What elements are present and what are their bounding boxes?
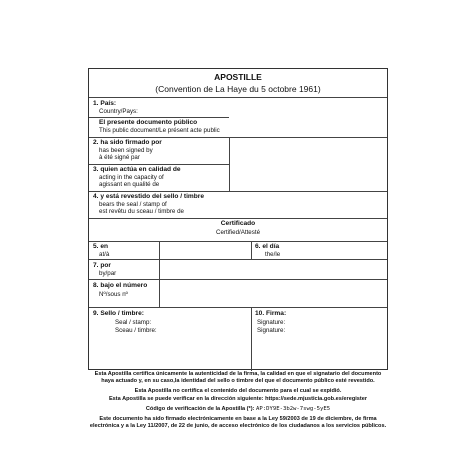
verification-code: AP:DY9E-3b2w-7swg-5yE5	[256, 406, 331, 412]
divider	[89, 117, 229, 118]
divider	[89, 164, 229, 165]
public-document-label: El presente documento público	[99, 119, 198, 126]
divider	[89, 307, 387, 308]
divider	[159, 259, 160, 279]
divider	[89, 241, 387, 242]
field-6-label: 6. el día	[255, 243, 280, 250]
footer-line: Esta Apostilla se puede verificar en la dirección siguiente: https://sede.mjusticia.gob.es/eregister	[108, 396, 368, 402]
field-1-sublabel: Country/Pays:	[99, 108, 138, 115]
field-3-label: 3. quien actúa en calidad de	[93, 166, 181, 173]
field-8-label: 8. bajo el número	[93, 282, 148, 289]
divider	[89, 137, 387, 138]
footer-line: electrónica y a la Ley 11/2007, de 22 de junio, de acceso electrónico de los ciudadanos a los servicios públicos.	[89, 423, 387, 429]
divider	[251, 241, 252, 259]
divider	[89, 191, 387, 192]
field-7-label: 7. por	[93, 262, 111, 269]
field-4-sublabel: bears the seal / stamp of	[99, 201, 167, 208]
divider	[159, 279, 160, 307]
field-1-label: 1. País:	[93, 100, 117, 107]
form-title: APOSTILLE	[214, 72, 262, 82]
field-8-sublabel: Nº/sous nº	[99, 291, 128, 298]
field-9-sublabel: Seal / stamp:	[115, 319, 152, 326]
verification-code-line	[78, 407, 398, 413]
apostille-form	[88, 68, 388, 370]
form-subtitle: (Convention de La Haye du 5 octobre 1961)	[155, 84, 321, 94]
certified-label: Certificado	[220, 220, 256, 227]
divider	[229, 137, 230, 191]
divider	[89, 279, 387, 280]
divider	[251, 307, 252, 371]
field-6-sublabel: the/le	[265, 251, 281, 258]
field-5-sublabel: at/à	[99, 251, 110, 258]
field-5-label: 5. en	[93, 243, 109, 250]
footer-line: Esta Apostilla no certifica el contenido del documento para el cual se expidió.	[134, 388, 342, 394]
field-9-sublabel-fr: Sceau / timbre:	[115, 327, 157, 334]
field-9-label: 9. Sello / timbre:	[93, 310, 144, 317]
field-4-sublabel-fr: est revêtu du sceau / timbre de	[99, 208, 184, 215]
certified-sublabel: Certified/Attesté	[215, 229, 261, 236]
field-3-sublabel: acting in the capacity of	[99, 174, 164, 181]
field-7-sublabel: by/par	[99, 270, 117, 277]
footer-line: Esta Apostilla certifica únicamente la autenticidad de la firma, la calidad en que el signatario del documento	[94, 371, 382, 377]
footer-line: haya actuado y, en su caso,la identidad del sello o timbre del que el documento público esté revestido.	[101, 378, 375, 384]
field-2-sublabel-fr: à été signé par	[99, 154, 140, 161]
verification-code-label: Código de verificación de la Apostilla (*):	[145, 406, 255, 412]
field-3-sublabel-fr: agissant en qualité de	[99, 181, 160, 188]
field-10-sublabel: Signature:	[257, 319, 286, 326]
field-2-label: 2. ha sido firmado por	[93, 139, 162, 146]
field-4-label: 4. y está revestido del sello / timbre	[93, 193, 205, 200]
field-2-sublabel: has been signed by	[99, 147, 153, 154]
divider	[89, 97, 387, 98]
divider	[89, 259, 387, 260]
divider	[159, 241, 160, 259]
field-10-label: 10. Firma:	[255, 310, 287, 317]
divider	[89, 218, 387, 219]
footer-line: Este documento ha sido firmado electrónicamente en base a la Ley 59/2003 de 19 de diciembre, de firma	[99, 416, 377, 422]
public-document-sublabel: This public document/Le présent acte public	[99, 127, 220, 134]
field-10-sublabel-fr: Signature:	[257, 327, 286, 334]
